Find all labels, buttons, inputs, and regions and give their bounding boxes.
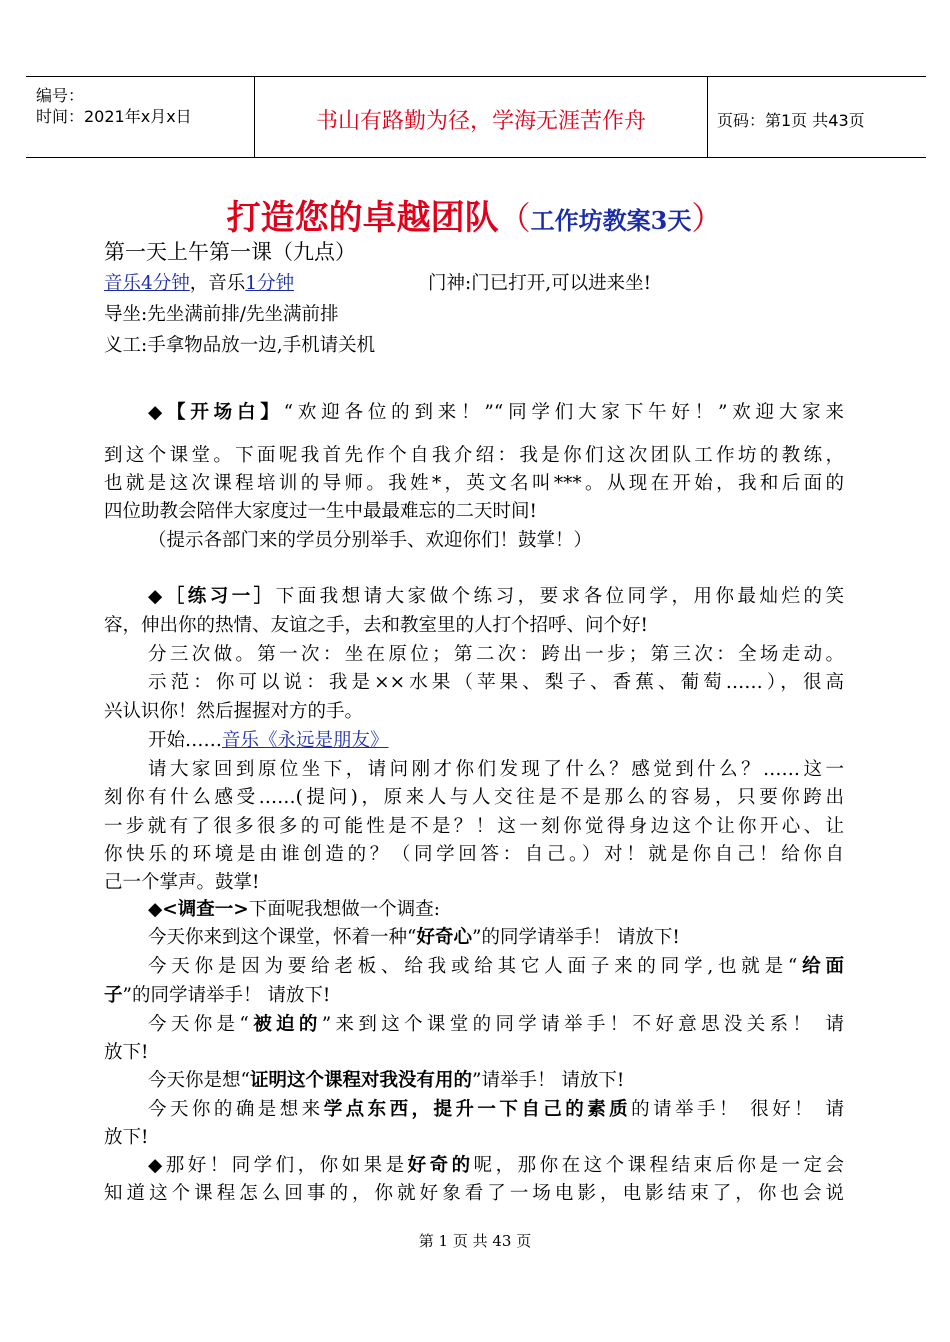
body-line-15: 你快乐的环境是由谁创造的？（同学回答：自己。）对！就是你自己！给你自 bbox=[104, 844, 844, 865]
body-text: 今天你是因为要给老板、给我或给其它人面子来的同学,也就是“ bbox=[148, 956, 798, 977]
body-line-1 bbox=[148, 400, 844, 426]
body-text: 下面呢我想做一个调查: bbox=[248, 899, 440, 920]
emphasis-face: 给面 bbox=[797, 956, 844, 977]
body-line-12: 请大家回到原位坐下，请问刚才你们发现了什么？感觉到什么？……这一 bbox=[148, 759, 844, 780]
title-close-paren: ） bbox=[691, 199, 724, 237]
page-info: 页码：第1页 共43页 bbox=[717, 111, 865, 130]
title-subtitle: 工作坊教案3天 bbox=[530, 206, 692, 235]
music-line bbox=[104, 271, 294, 297]
emphasis-forced: 被迫的 bbox=[248, 1014, 322, 1035]
music-sep: ，音乐 bbox=[189, 273, 246, 294]
body-line-26 bbox=[148, 1153, 844, 1179]
body-line-7: 容，伸出你的热情、友谊之手，去和教室里的人打个招呼、问个好! bbox=[104, 615, 648, 636]
guide-line: 导坐:先坐满前排/先坐满前排 bbox=[104, 304, 339, 325]
music-link-1[interactable]: 音乐4分钟 bbox=[104, 273, 190, 294]
header-left-cell bbox=[26, 77, 254, 157]
body-line-16: 己一个掌声。鼓掌! bbox=[104, 872, 260, 893]
door-line: 门神:门已打开,可以进来坐! bbox=[428, 273, 652, 294]
opening-label: 【开场白】 bbox=[167, 402, 284, 423]
body-text: 今天你来到这个课堂，怀着一种“ bbox=[148, 927, 417, 948]
body-text: “欢迎各位的到来！”“同学们大家下午好！”欢迎大家来 bbox=[283, 402, 844, 423]
document-title bbox=[0, 190, 950, 239]
body-text: ”请举手！ 请放下! bbox=[471, 1070, 625, 1091]
body-line-27: 知道这个课程怎么回事的，你就好象看了一场电影，电影结束了，你也会说 bbox=[104, 1183, 844, 1204]
body-text: ”来到这个课堂的同学请举手！不好意思没关系！ 请 bbox=[321, 1014, 844, 1035]
music-link-2[interactable]: 1分钟 bbox=[245, 273, 295, 294]
title-main: 打造您的卓越团队 bbox=[226, 198, 499, 238]
header-table bbox=[26, 76, 926, 158]
body-line-5: （提示各部门来的学员分别举手、欢迎你们！鼓掌！） bbox=[148, 530, 593, 551]
body-line-18 bbox=[148, 925, 680, 951]
body-text: 今天你是“ bbox=[148, 1014, 249, 1035]
body-line-24 bbox=[148, 1097, 844, 1123]
page-footer: 第 1 页 共 43 页 bbox=[418, 1232, 532, 1250]
body-line-11 bbox=[148, 728, 389, 754]
body-text: 的请举手！ 很好！ 请 bbox=[631, 1099, 844, 1120]
body-text: 呢，那你在这个课程结束后你是一定会 bbox=[473, 1155, 844, 1176]
emphasis-curiosity: 好奇心 bbox=[416, 927, 472, 948]
body-line-4: 四位助教会陪伴大家度过一生中最最难忘的二天时间! bbox=[104, 501, 537, 522]
emphasis-prove-useless: 证明这个课程对我没有用的 bbox=[249, 1070, 472, 1091]
exercise-label: ◆［练习一］ bbox=[148, 586, 276, 607]
body-line-20 bbox=[104, 983, 330, 1009]
body-text: ”的同学请举手！ 请放下! bbox=[122, 985, 331, 1006]
lesson-heading: 第一天上午第一课（九点） bbox=[104, 240, 356, 264]
body-line-9: 示范：你可以说：我是××水果（苹果、梨子、香蕉、葡萄……），很高 bbox=[148, 672, 844, 693]
emphasis-learn: 学点东西，提升一下自己的素质 bbox=[323, 1099, 632, 1120]
body-text: 今天你的确是想来 bbox=[148, 1099, 324, 1120]
header-page-cell bbox=[707, 77, 926, 157]
body-line-17 bbox=[148, 897, 440, 923]
survey-label: ◆<调查一> bbox=[148, 899, 249, 920]
body-line-8: 分三次做。第一次：坐在原位；第二次：跨出一步；第三次：全场走动。 bbox=[148, 644, 844, 665]
body-line-21 bbox=[148, 1012, 844, 1038]
diamond-bullet: ◆ bbox=[148, 402, 168, 423]
body-text: ◆那好！同学们，你如果是 bbox=[148, 1155, 408, 1176]
body-line-22: 放下! bbox=[104, 1042, 149, 1063]
volunteer-line: 义工:手拿物品放一边,手机请关机 bbox=[104, 335, 376, 356]
music-link-forever-friends[interactable]: 音乐《永远是朋友》 bbox=[222, 730, 389, 751]
body-line-19 bbox=[148, 954, 844, 980]
serial-label: 编号： bbox=[36, 86, 85, 105]
body-line-3: 也就是这次课程培训的导师。我姓*，英文名叫***。从现在开始，我和后面的 bbox=[104, 473, 844, 494]
body-text: 下面我想请大家做个练习，要求各位同学，用你最灿烂的笑 bbox=[275, 586, 844, 607]
start-text: 开始…… bbox=[148, 730, 223, 751]
motto: 书山有路勤为径，学海无涯苦作舟 bbox=[315, 109, 646, 134]
emphasis-curious: 好奇的 bbox=[407, 1155, 474, 1176]
body-line-10: 兴认识你！然后握握对方的手。 bbox=[104, 701, 364, 722]
body-line-23 bbox=[148, 1068, 624, 1094]
body-line-6 bbox=[148, 584, 844, 610]
body-text: 今天你是想“ bbox=[148, 1070, 250, 1091]
body-line-25: 放下! bbox=[104, 1127, 149, 1148]
body-line-2: 到这个课堂。下面呢我首先作个自我介绍：我是你们这次团队工作坊的教练， bbox=[104, 445, 844, 466]
emphasis-face-end: 子 bbox=[104, 985, 123, 1006]
title-open-paren: （ bbox=[498, 199, 531, 237]
body-line-13: 刻你有什么感受……(提问)，原来人与人交往是不是那么的容易，只要你跨出 bbox=[104, 787, 844, 808]
header-motto-cell bbox=[254, 77, 708, 157]
body-text: ”的同学请举手！ 请放下! bbox=[471, 927, 680, 948]
time-label: 时间：2021年x月x日 bbox=[36, 107, 192, 126]
body-line-14: 一步就有了很多很多的可能性是不是？！这一刻你觉得身边这个让你开心、让 bbox=[104, 816, 844, 837]
